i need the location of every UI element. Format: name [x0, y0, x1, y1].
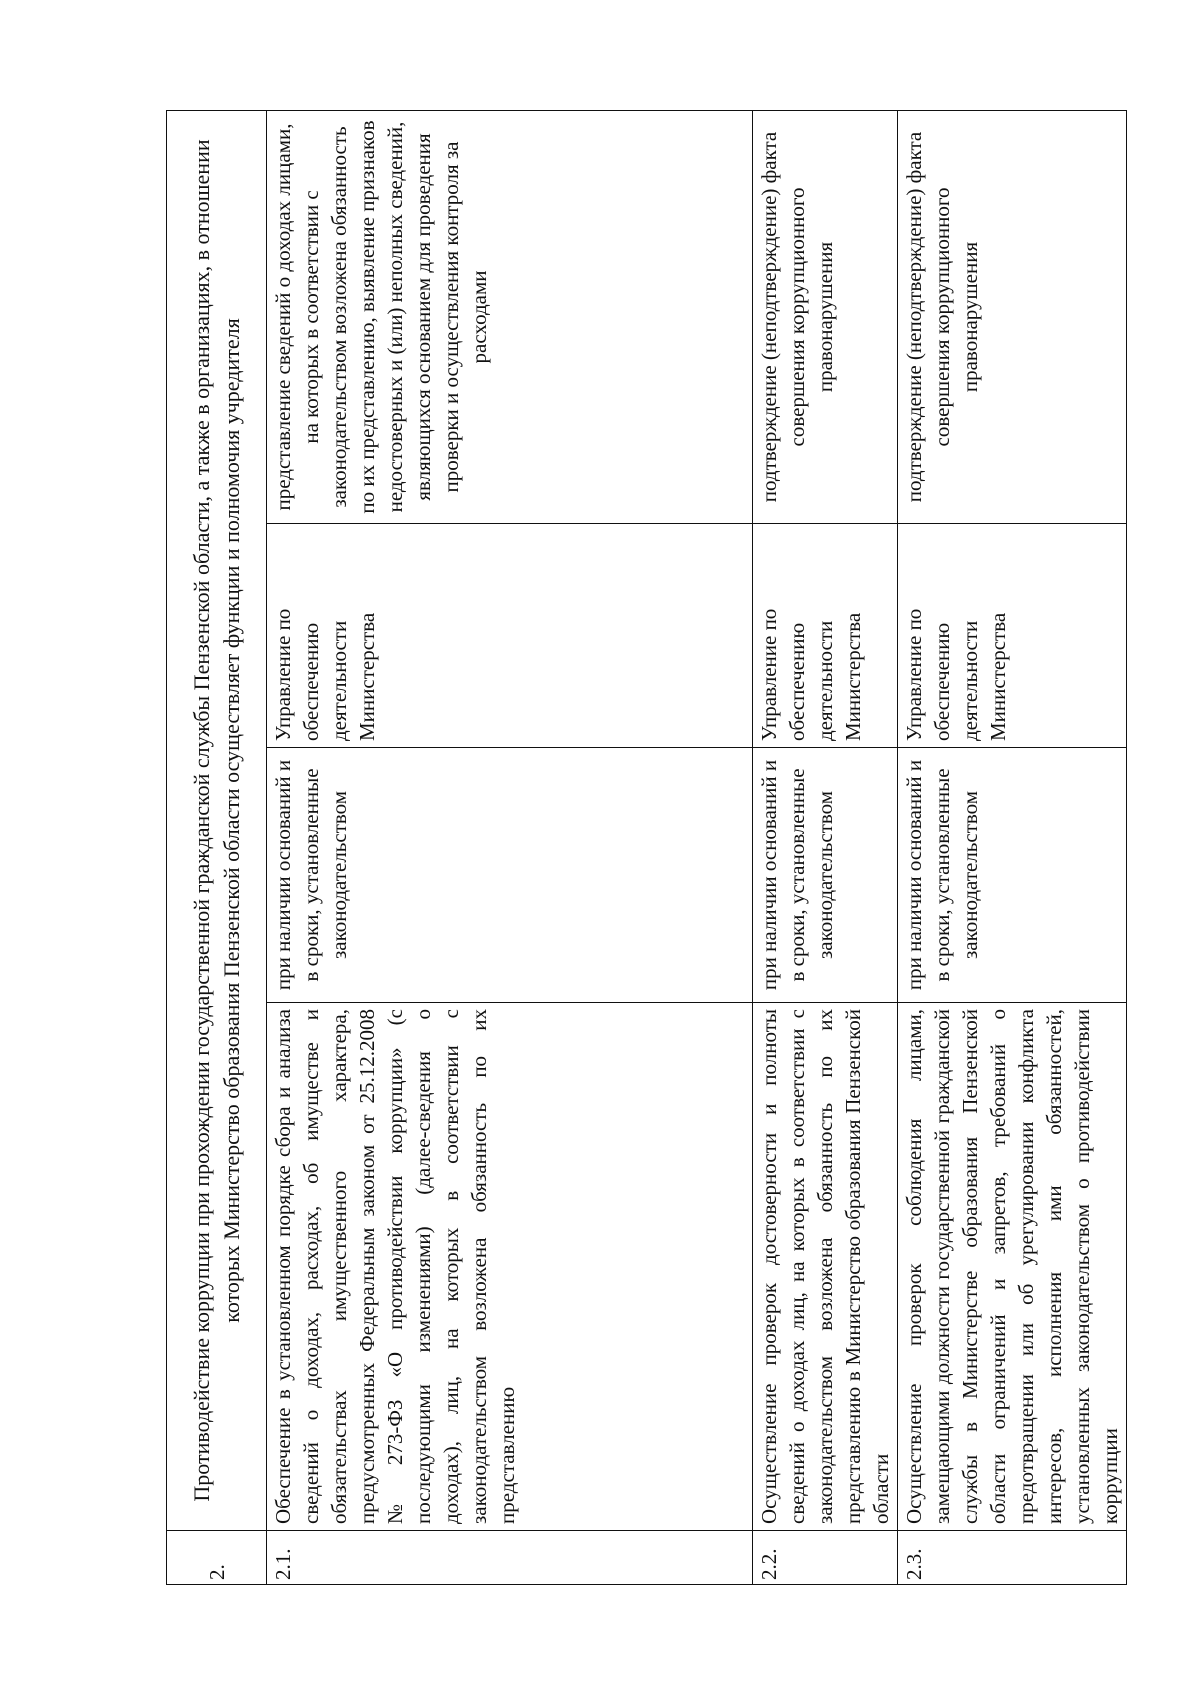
row-number: 2.1. [267, 1531, 753, 1585]
plan-table [166, 110, 1127, 1585]
row-number: 2.3. [898, 1531, 1127, 1585]
row-deadline: при наличии оснований и в сроки, установленные законодательством [753, 748, 898, 1003]
row-responsible: Управление по обеспечению деятельности Министерства [898, 524, 1127, 748]
row-result: подтверждение (неподтверждение) факта совершения коррупционного правонарушения [898, 111, 1127, 524]
row-responsible: Управление по обеспечению деятельности Министерства [267, 524, 753, 748]
section-number: 2. [167, 1531, 267, 1585]
rotated-page [166, 111, 1122, 1585]
section-title: Противодействие коррупции при прохождении государственной гражданской службы Пензенской области, а также в организациях, в отношении которых Министерство образования Пензенской области осуществляет функции и полномочия учредителя [167, 111, 267, 1531]
row-result: представление сведений о доходах лицами, на которых в соответствии с законодательством возложена обязанность по их представлению, выявление признаков недостоверных и (или) неполных сведений, являющихся основанием для проведения проверки и осуществления контроля за расходами [267, 111, 753, 524]
row-deadline: при наличии оснований и в сроки, установленные законодательством [267, 748, 753, 1003]
row-deadline: при наличии оснований и в сроки, установленные законодательством [898, 748, 1127, 1003]
table-row [267, 111, 753, 1585]
row-description: Обеспечение в установленном порядке сбора и анализа сведений о доходах, расходах, об имуществе и обязательствах имущественного характера, предусмотренных Федеральным законом от 25.12.2008 № 273-ФЗ «О противодействии коррупции» (с последующими изменениями) (далее-сведения о доходах), лиц, на которых в соответствии с законодательством возложена обязанность по их представлению [267, 1003, 753, 1531]
row-result: подтверждение (неподтверждение) факта совершения коррупционного правонарушения [753, 111, 898, 524]
table-row [898, 111, 1127, 1585]
row-description: Осуществление проверок достоверности и полноты сведений о доходах лиц, на которых в соответствии с законодательством возложена обязанность по их представлению в Министерство образования Пензенской области [753, 1003, 898, 1531]
row-responsible: Управление по обеспечению деятельности Министерства [753, 524, 898, 748]
table-row [753, 111, 898, 1585]
section-row [167, 111, 267, 1585]
row-number: 2.2. [753, 1531, 898, 1585]
row-description: Осуществление проверок соблюдения лицами, замещающими должности государственной гражданской службы в Министерстве образования Пензенской области ограничений и запретов, требований о предотвращении или об урегулировании конфликта интересов, исполнения ими обязанностей, установленных законодательством о противодействии коррупции [898, 1003, 1127, 1531]
